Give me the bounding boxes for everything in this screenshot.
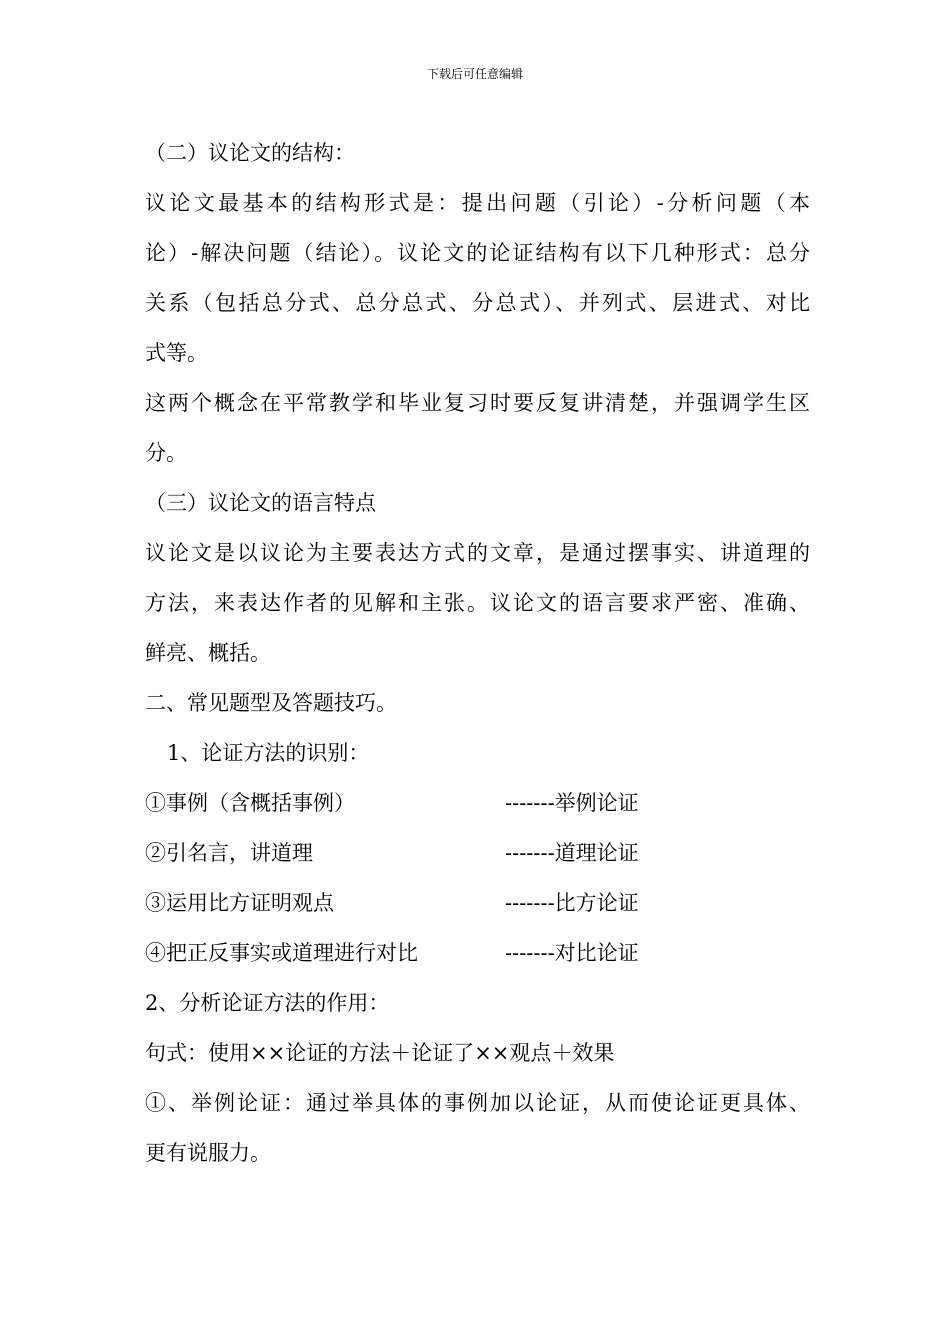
paragraph-line: 鲜亮、概括。	[145, 641, 271, 665]
paragraph-line: 更有说服力。	[145, 1141, 271, 1165]
method-description: ①事例（含概括事例）	[145, 791, 355, 815]
paragraph-line: 式等。	[145, 341, 208, 365]
method-row	[145, 778, 810, 828]
paragraph-line: 议论文是以议论为主要表达方式的文章，是通过摆事实、讲道理的	[145, 541, 810, 565]
method-description: ④把正反事实或道理进行对比	[145, 941, 418, 965]
section-heading-question-types: 二、常见题型及答题技巧。	[145, 691, 397, 715]
method-row	[145, 928, 810, 978]
paragraph-line: 议论文最基本的结构形式是：提出问题（引论）-分析问题（本	[145, 191, 810, 215]
paragraph-line: 方法，来表达作者的见解和主张。议论文的语言要求严密、准确、	[145, 591, 810, 615]
method-name: -------举例论证	[505, 791, 639, 815]
section-heading-structure: （二）议论文的结构：	[145, 141, 355, 165]
method-name: -------对比论证	[505, 941, 639, 965]
paragraph-line: 关系（包括总分式、总分总式、分总式）、并列式、层进式、对比	[145, 291, 810, 315]
paragraph-line: 论）-解决问题（结论）。议论文的论证结构有以下几种形式：总分	[145, 241, 810, 265]
sentence-pattern: 句式：使用××论证的方法＋论证了××观点＋效果	[145, 1041, 615, 1065]
method-description: ②引名言，讲道理	[145, 841, 313, 865]
method-name: -------比方论证	[505, 891, 639, 915]
page-header: 下载后可任意编辑	[426, 67, 523, 81]
paragraph-line: ①、举例论证：通过举具体的事例加以论证，从而使论证更具体、	[145, 1091, 810, 1115]
paragraph-line: 分。	[145, 441, 187, 465]
document-body	[145, 128, 810, 1178]
section-heading-language: （三）议论文的语言特点	[145, 491, 376, 515]
method-row	[145, 828, 810, 878]
subheading-identify-methods: 1、论证方法的识别：	[167, 741, 370, 765]
paragraph-line: 这两个概念在平常教学和毕业复习时要反复讲清楚，并强调学生区	[145, 391, 810, 415]
method-name: -------道理论证	[505, 841, 639, 865]
subheading-method-effect: 2、分析论证方法的作用：	[145, 991, 390, 1015]
method-description: ③运用比方证明观点	[145, 891, 334, 915]
method-row	[145, 878, 810, 928]
